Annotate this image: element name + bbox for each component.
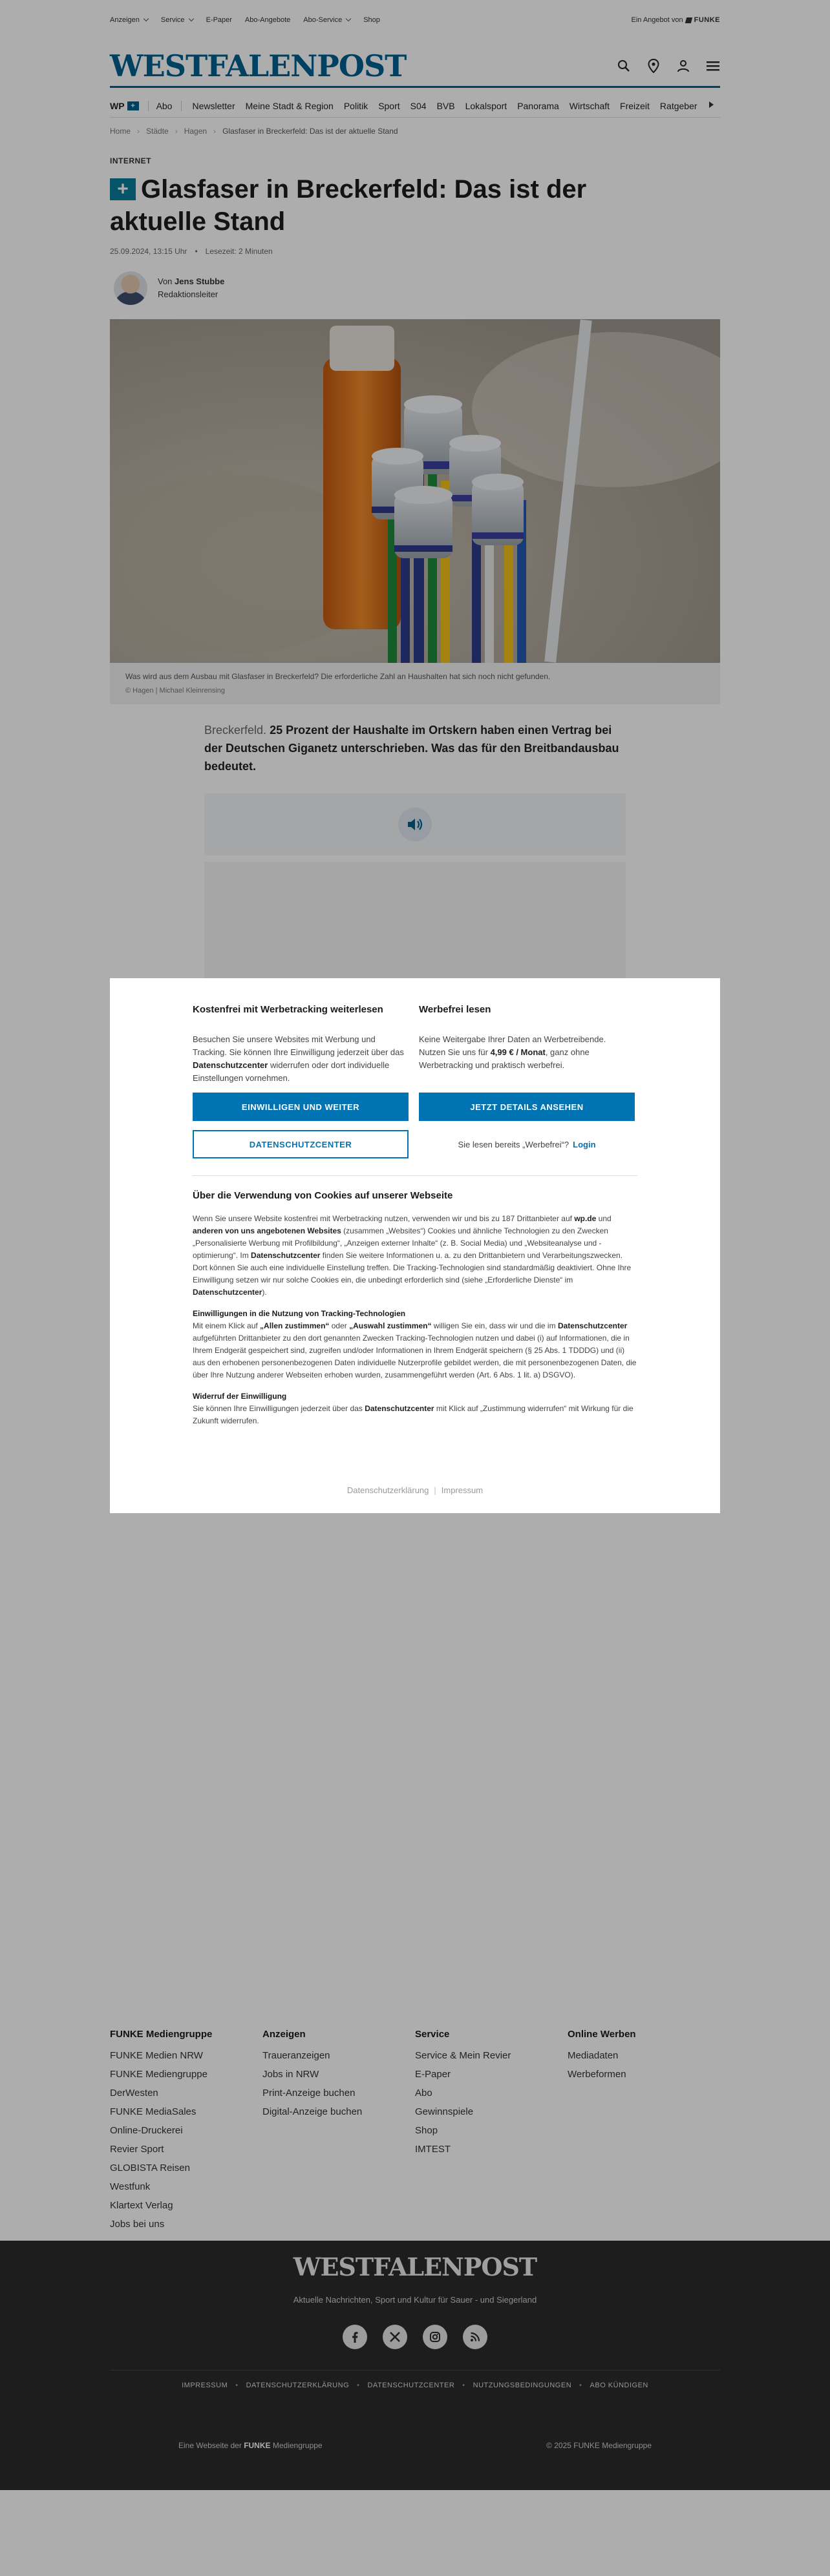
footer-link[interactable]: DerWesten: [110, 2088, 158, 2099]
nav-item-wirtschaft[interactable]: Wirtschaft: [569, 100, 610, 111]
text-segment: (zusammen „Websites“) Cookies und ähnliche Technologien zu den Zwecken „Personalisierte Werbung mit Profilbildung“, „Anzeigen externer Inhalte“ (z. B. Social Media) und „Websiteanalyse und -optimierung“. Im: [193, 1226, 608, 1260]
text-segment: mit Klick auf „Zustimmung widerrufen“ mit Wirkung für die Zukunft widerrufen.: [193, 1404, 633, 1425]
nav-item-s04[interactable]: S04: [410, 100, 427, 111]
tracking-consent-paragraph: [193, 1320, 637, 1381]
footer-link[interactable]: Jobs in NRW: [262, 2069, 319, 2080]
lead-text: 25 Prozent der Haushalte im Ortskern haben einen Vertrag bei der Deutschen Giganetz unterschrieben. Was das für den Breitbandausbau bedeutet.: [204, 724, 619, 773]
nav-item-meine-stadt[interactable]: Meine Stadt & Region: [245, 100, 334, 111]
footer-link[interactable]: Print-Anzeige buchen: [262, 2088, 356, 2099]
footer-link[interactable]: Revier Sport: [110, 2144, 164, 2155]
footer-legal-link[interactable]: ABO KÜNDIGEN: [590, 2382, 648, 2389]
nav-item-lokalsport[interactable]: Lokalsport: [465, 100, 507, 111]
text-emphasis: „Allen zustimmen“: [260, 1321, 330, 1330]
other-websites-link[interactable]: anderen von uns angebotenen Websites: [193, 1226, 341, 1235]
text-segment: Wenn Sie unsere Website kostenfrei mit Werbetracking nutzen, verwenden wir und bis zu 187 Drittanbieter auf: [193, 1214, 572, 1223]
imprint-link[interactable]: Impressum: [441, 1485, 484, 1495]
article-kicker: INTERNET: [110, 156, 151, 165]
footer-link[interactable]: FUNKE Medien NRW: [110, 2050, 203, 2061]
consent-divider: [193, 1175, 637, 1176]
footer-legal-link[interactable]: DATENSCHUTZERKLÄRUNG: [246, 2382, 350, 2389]
consent-footer: [110, 1485, 720, 1495]
consent-option-title: Kostenfrei mit Werbetracking weiterlesen: [193, 1004, 383, 1015]
utility-link-label: Anzeigen: [110, 16, 140, 24]
accept-button[interactable]: EINWILLIGEN UND WEITER: [193, 1093, 409, 1121]
text-segment: Keine Weitergabe Ihrer Daten an Werbetreibende. Nutzen Sie uns für: [419, 1034, 606, 1057]
meta-bullet: •: [195, 247, 198, 256]
text-segment: aufgeführten Drittanbieter zu den dort genannten Zwecken Tracking-Technologien nutzen und dabei (i) auf Informationen, die in Ihrem Endgerät gespeichert sind, zugreifen und/oder Informationen in Ihrem Endgerät speichern (§ 25 Abs. 1 TDDDG) und (ii) aus den erhobenen personenbezogenen Daten individuelle Nutzerprofile gebildet werden, die mit personenbezogenen Daten, die über Ihre Nutzung anderer Webseiten erhoben wurden, zusammengeführt werden (Art. 6 Abs. 1 lit. a) DSGVO).: [193, 1334, 637, 1379]
footer-link[interactable]: Online-Druckerei: [110, 2125, 183, 2136]
headline-text: Glasfaser in Breckerfeld: Das ist der aktuelle Stand: [110, 175, 587, 236]
footer-link[interactable]: Mediadaten: [568, 2050, 619, 2061]
footer-nav-separator: •: [357, 2382, 360, 2389]
privacy-center-button[interactable]: DATENSCHUTZCENTER: [193, 1130, 409, 1158]
nav-item-newsletter[interactable]: Newsletter: [192, 100, 235, 111]
text-segment: und: [598, 1214, 612, 1223]
utility-link-label: E-Paper: [206, 16, 232, 24]
breadcrumb-hagen[interactable]: Hagen: [184, 127, 208, 136]
footer-link[interactable]: Klartext Verlag: [110, 2200, 173, 2211]
footer-separator: |: [434, 1485, 436, 1495]
footer-column-title: Online Werben: [568, 2029, 636, 2040]
consent-option-tracking: [193, 1004, 409, 1158]
text-segment: Sie können Ihre Einwilligungen jederzeit über das: [193, 1404, 363, 1413]
datenschutzcenter-link[interactable]: Datenschutzcenter: [557, 1321, 628, 1330]
footer-link[interactable]: E-Paper: [415, 2069, 451, 2080]
text-segment: willigen Sie ein, dass wir und die im: [433, 1321, 556, 1330]
utility-link-label: Abo-Service: [303, 16, 343, 24]
author-name[interactable]: Jens Stubbe: [175, 277, 225, 286]
text-segment: finden Sie weitere Informationen u. a. zu den Drittanbietern und Verarbeitungszwecken. Dort können Sie auch eine individuelle Einstellung treffen. Die Tracking-Technologien sind standardmäßig deaktiviert. Ohne Ihre Einwilligung setzen wir nur solche Cookies ein, die unbedingt erforderlich sind (siehe „Erforderliche Dienste“ im: [193, 1251, 632, 1284]
text-segment: Mit einem Klick auf: [193, 1321, 258, 1330]
datenschutzcenter-link[interactable]: Datenschutzcenter: [193, 1288, 262, 1297]
plus-badge: +: [127, 101, 139, 110]
nav-wp-label: WP: [110, 100, 125, 111]
site-name: wp.de: [574, 1214, 597, 1223]
reading-time: Lesezeit: 2 Minuten: [205, 247, 273, 256]
consent-option-adfree: [419, 1004, 635, 1158]
text-segment: , ganz ohne Werbetracking und praktisch werbefrei.: [419, 1047, 590, 1070]
datenschutzcenter-link[interactable]: Datenschutzcenter: [193, 1060, 268, 1070]
footer-link[interactable]: IMTEST: [415, 2144, 451, 2155]
nav-item-sport[interactable]: Sport: [378, 100, 400, 111]
utility-link-label: Abo-Angebote: [244, 16, 291, 24]
footer-nav-separator: •: [235, 2382, 239, 2389]
cookies-paragraph: [193, 1213, 637, 1299]
copyright: © 2025 FUNKE Mediengruppe: [546, 2441, 652, 2450]
footer-nav-separator: •: [462, 2382, 465, 2389]
cookies-title: Über die Verwendung von Cookies auf unserer Webseite: [193, 1190, 453, 1201]
caption-text: Was wird aus dem Ausbau mit Glasfaser in Breckerfeld? Die erforderliche Zahl an Haushalten hat sich noch nicht gefunden.: [125, 672, 551, 681]
footer-column-title: FUNKE Mediengruppe: [110, 2029, 213, 2040]
footer-tagline: Aktuelle Nachrichten, Sport und Kultur für Sauer - und Siegerland: [293, 2295, 537, 2305]
privacy-policy-link[interactable]: Datenschutzerklärung: [346, 1485, 429, 1495]
footer-link[interactable]: Service & Mein Revier: [415, 2050, 511, 2061]
utility-link-label: Shop: [363, 16, 380, 24]
breadcrumb-current: Glasfaser in Breckerfeld: Das ist der aktuelle Stand: [222, 127, 398, 136]
offer-brand: FUNKE: [694, 16, 720, 24]
nav-item-ratgeber[interactable]: Ratgeber: [659, 100, 697, 111]
datenschutzcenter-link[interactable]: Datenschutzcenter: [365, 1404, 434, 1413]
consent-options: [193, 1004, 637, 1158]
consent-option-text: [193, 1033, 409, 1093]
footer-link[interactable]: Westfunk: [110, 2181, 151, 2192]
consent-subheading: Einwilligungen in die Nutzung von Tracking-Technologien: [193, 1309, 406, 1318]
publisher-brand[interactable]: FUNKE: [244, 2441, 271, 2450]
footer-link[interactable]: Jobs bei uns: [110, 2219, 165, 2230]
footer-legal-link[interactable]: IMPRESSUM: [182, 2382, 228, 2389]
publisher-suffix: Mediengruppe: [272, 2441, 323, 2450]
footer-link[interactable]: Traueranzeigen: [262, 2050, 330, 2061]
footer-column-title: Service: [415, 2029, 450, 2040]
adfree-price: 4,99 € / Monat: [490, 1047, 546, 1057]
nav-item-abo[interactable]: Abo: [156, 101, 182, 111]
breadcrumb-separator: ›: [175, 127, 178, 136]
offer-prefix: Ein Angebot von: [631, 16, 683, 24]
footer-column-title: Anzeigen: [262, 2029, 306, 2040]
adfree-login: [419, 1130, 635, 1158]
consent-option-text: [419, 1033, 635, 1093]
footer-logo[interactable]: WESTFALENPOST: [293, 2252, 537, 2281]
nav-item-politik[interactable]: Politik: [343, 100, 368, 111]
breadcrumb-separator: ›: [213, 127, 217, 136]
breadcrumb-separator: ›: [137, 127, 140, 136]
breadcrumb-staedte[interactable]: Städte: [146, 127, 169, 136]
login-link[interactable]: Login: [573, 1139, 596, 1149]
consent-option-title: Werbefrei lesen: [419, 1004, 491, 1015]
login-question: Sie lesen bereits „Werbefrei“?: [458, 1139, 569, 1149]
footer-link[interactable]: Gewinnspiele: [415, 2106, 474, 2117]
publish-date: 25.09.2024, 13:15 Uhr: [110, 247, 187, 256]
footer-link[interactable]: Werbeformen: [568, 2069, 626, 2080]
consent-subheading: Widerruf der Einwilligung: [193, 1392, 287, 1401]
datenschutzcenter-link[interactable]: Datenschutzcenter: [251, 1251, 321, 1260]
text-segment: ).: [262, 1288, 267, 1297]
details-button[interactable]: JETZT DETAILS ANSEHEN: [419, 1093, 635, 1121]
footer-link[interactable]: Abo: [415, 2088, 432, 2099]
author-role: Redaktionsleiter: [158, 289, 218, 299]
footer-legal-link[interactable]: NUTZUNGSBEDINGUNGEN: [473, 2382, 572, 2389]
text-segment: Besuchen Sie unsere Websites mit Werbung und Tracking. Sie können Ihre Einwilligung jederzeit über das: [193, 1034, 404, 1057]
text-segment: oder: [331, 1321, 347, 1330]
footer-legal-link[interactable]: DATENSCHUTZCENTER: [367, 2382, 455, 2389]
site-logo[interactable]: WESTFALENPOST: [110, 48, 407, 83]
nav-item-panorama[interactable]: Panorama: [517, 100, 559, 111]
revoke-paragraph: [193, 1403, 637, 1427]
plus-article-badge: +: [110, 178, 136, 200]
footer-link[interactable]: Digital-Anzeige buchen: [262, 2106, 363, 2117]
author-prefix: Von: [158, 277, 173, 286]
image-credit: © Hagen | Michael Kleinrensing: [125, 687, 226, 695]
nav-item-freizeit[interactable]: Freizeit: [620, 100, 650, 111]
text-segment: widerrufen oder dort individuelle Einstellungen vornehmen.: [193, 1060, 390, 1083]
utility-link-label: Service: [160, 16, 185, 24]
lead-location: Breckerfeld.: [204, 724, 267, 737]
footer-link[interactable]: GLOBISTA Reisen: [110, 2162, 190, 2173]
footer-link[interactable]: FUNKE MediaSales: [110, 2106, 197, 2117]
consent-dialog: [110, 978, 720, 1513]
publisher-prefix: Eine Webseite der: [178, 2441, 242, 2450]
footer-link[interactable]: FUNKE Mediengruppe: [110, 2069, 208, 2080]
nav-item-bvb[interactable]: BVB: [436, 100, 455, 111]
footer-nav-separator: •: [579, 2382, 582, 2389]
footer-link[interactable]: Shop: [415, 2125, 438, 2136]
text-emphasis: „Auswahl zustimmen“: [349, 1321, 432, 1330]
breadcrumb-home[interactable]: Home: [110, 127, 131, 136]
